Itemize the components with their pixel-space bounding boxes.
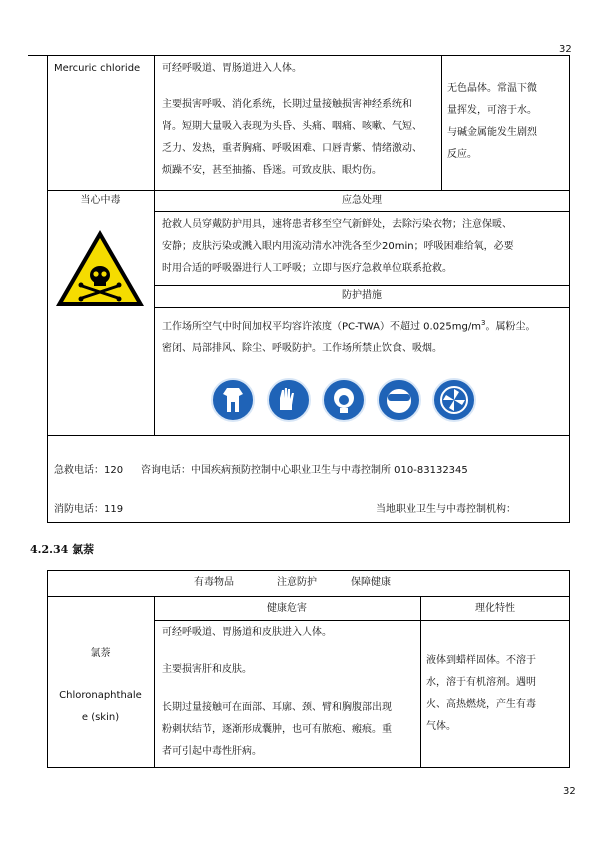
divider <box>47 435 570 436</box>
divider <box>154 596 155 768</box>
chemical-name: Mercuric chloride <box>54 63 141 74</box>
banner-toxic: 有毒物品 <box>194 577 234 588</box>
divider <box>441 55 442 190</box>
caution-label: 当心中毒 <box>80 195 121 206</box>
goggles-icon <box>377 378 421 422</box>
page-number-top: 32 <box>559 44 572 55</box>
entry-route: 可经呼吸道、胃肠道进入人体。 <box>162 63 302 74</box>
emergency-text: 抢救人员穿戴防护用具，速将患者移至空气新鲜处，去除污染衣物；注意保暖、 安静；皮肤污染或溅入眼内用流动清水冲洗各至少20min；呼吸困难给氧，必要 时用合适的呼吸器进行人工呼吸；立即与医疗急救单位联系抢救。 <box>162 219 514 274</box>
ventilation-fan-icon <box>432 378 476 422</box>
banner-protect: 注意防护 <box>277 577 317 588</box>
page-number-bottom: 32 <box>563 786 576 797</box>
header-health-hazard: 健康危害 <box>267 603 307 614</box>
fire-phone: 消防电话：119 <box>54 504 124 515</box>
toxic-warning-sign-icon <box>54 228 146 308</box>
divider <box>154 620 570 621</box>
protective-clothing-icon <box>211 378 255 422</box>
protection-text: 工作场所空气中时间加权平均容许浓度（PC-TWA）不超过 $0.025mg/m^3$。属粉尘。 密闭、局部排风、除尘、呼吸防护。工作场所禁止饮食、吸烟。 <box>162 319 536 355</box>
emergency-header: 应急处理 <box>342 195 382 206</box>
divider <box>154 55 155 190</box>
respirator-icon <box>322 378 366 422</box>
header-properties: 理化特性 <box>475 603 515 614</box>
section-title: 4.2.34 氯萘 <box>30 543 95 556</box>
chemical-name-en: Chloronaphthale e (skin) <box>59 690 142 723</box>
divider <box>420 596 421 768</box>
emergency-phone: 急救电话：120 <box>54 465 124 476</box>
protection-header: 防护措施 <box>342 290 382 301</box>
properties-2: 液体到蜡样固体。不溶于 水，溶于有机溶剂。遇明 火、高热燃烧，产生有毒 气体。 <box>426 655 536 732</box>
harm-detail: 长期过量接触可在面部、耳廓、颈、臂和胸腹部出现 粉刺状结节，逐渐形成囊肿，也可有脓疱、瘢痕。重 者可引起中毒性肝病。 <box>162 702 392 757</box>
local-agency: 当地职业卫生与中毒控制机构： <box>376 504 516 515</box>
consult-phone: 咨询电话：中国疾病预防控制中心职业卫生与中毒控制所 010-83132345 <box>141 465 468 476</box>
divider <box>47 596 570 597</box>
health-hazard: 主要损害呼吸、消化系统，长期过量接触损害神经系统和 肾。短期大量吸入表现为头昏、头痛、咽痛、咳嗽、气短、 乏力、发热，重者胸痛、呼吸困难、口唇青紫、情绪激动、 烦躁不安，甚至抽搐、昏迷。可致皮肤、眼灼伤。 <box>162 99 422 176</box>
divider <box>154 307 570 308</box>
banner-health: 保障健康 <box>351 577 391 588</box>
entry-route-2: 可经呼吸道、胃肠道和皮肤进入人体。 <box>162 627 332 638</box>
gloves-icon <box>267 378 311 422</box>
chemical-name-cn: 氯萘 <box>90 648 111 659</box>
harm-summary: 主要损害肝和皮肤。 <box>162 664 252 675</box>
properties: 无色晶体。常温下微 量挥发，可溶于水。 与碱金属能发生剧烈 反应。 <box>447 83 537 160</box>
divider <box>154 190 155 435</box>
